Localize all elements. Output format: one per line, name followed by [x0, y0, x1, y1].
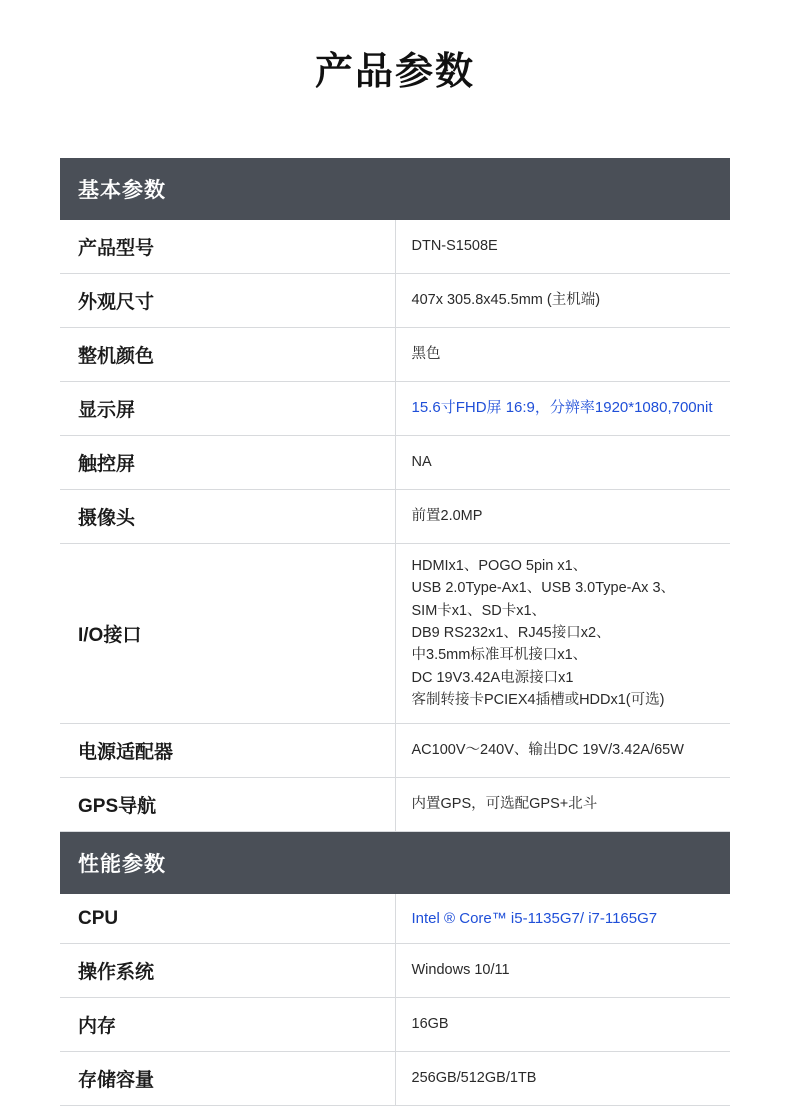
spec-label-color: 整机颜色 [60, 327, 395, 381]
spec-label-camera: 摄像头 [60, 489, 395, 543]
spec-value-cpu: Intel ® Core™ i5-1135G7/ i7-1165G7 [395, 894, 730, 944]
spec-label-display: 显示屏 [60, 381, 395, 435]
page-title: 产品参数 [314, 51, 475, 93]
spec-label-io: I/O接口 [60, 543, 395, 723]
spec-label-cpu: CPU [60, 894, 395, 944]
table-row [60, 543, 730, 723]
spec-table-wrapper [60, 158, 730, 1106]
spec-label-model: 产品型号 [60, 220, 395, 274]
table-row [60, 273, 730, 327]
table-row [60, 220, 730, 274]
spec-value-model: DTN-S1508E [395, 220, 730, 274]
table-row [60, 489, 730, 543]
spec-value-power-adapter: AC100V～240V、输出DC 19V/3.42A/65W [395, 723, 730, 777]
table-row [60, 723, 730, 777]
table-row [60, 327, 730, 381]
table-row [60, 894, 730, 944]
table-row [60, 1052, 730, 1106]
spec-value-os: Windows 10/11 [395, 944, 730, 998]
io-line: 中3.5mm标准耳机接口x1、 [411, 647, 588, 664]
io-line: 客制转接卡PCIEX4插槽或HDDx1(可选) [411, 692, 665, 709]
io-line: DB9 RS232x1、RJ45接口x2、 [411, 625, 611, 641]
spec-value-touchscreen: NA [395, 435, 730, 489]
io-line: HDMIx1、POGO 5pin x1、 [411, 557, 588, 574]
io-line: DC 19V3.42A电源接口x1 [411, 669, 574, 686]
table-row [60, 998, 730, 1052]
spec-value-camera: 前置2.0MP [395, 489, 730, 543]
section-header-row [60, 831, 730, 894]
spec-label-memory: 内存 [60, 998, 395, 1052]
spec-value-memory: 16GB [395, 998, 730, 1052]
table-row [60, 777, 730, 831]
spec-value-dimensions: 407x 305.8x45.5mm (主机端) [395, 273, 730, 327]
spec-label-os: 操作系统 [60, 944, 395, 998]
spec-label-storage: 存储容量 [60, 1052, 395, 1106]
table-row [60, 381, 730, 435]
table-row [60, 435, 730, 489]
spec-label-dimensions: 外观尺寸 [60, 273, 395, 327]
spec-value-gps: 内置GPS，可选配GPS+北斗 [395, 777, 730, 831]
spec-value-storage: 256GB/512GB/1TB [395, 1052, 730, 1106]
section-heading-basic: 基本参数 [60, 158, 730, 220]
section-heading-performance: 性能参数 [60, 831, 730, 894]
spec-label-touchscreen: 触控屏 [60, 435, 395, 489]
spec-value-io [395, 543, 730, 723]
spec-value-color: 黑色 [395, 327, 730, 381]
table-row [60, 944, 730, 998]
spec-label-gps: GPS导航 [60, 777, 395, 831]
spec-table [60, 158, 730, 1106]
io-line: SIM卡x1、SD卡x1、 [411, 602, 547, 619]
io-line: USB 2.0Type-Ax1、USB 3.0Type-Ax 3、 [411, 580, 676, 597]
spec-label-power-adapter: 电源适配器 [60, 723, 395, 777]
spec-value-display: 15.6寸FHD屏 16:9，分辨率1920*1080,700nit [395, 381, 730, 435]
section-header-row [60, 158, 730, 220]
